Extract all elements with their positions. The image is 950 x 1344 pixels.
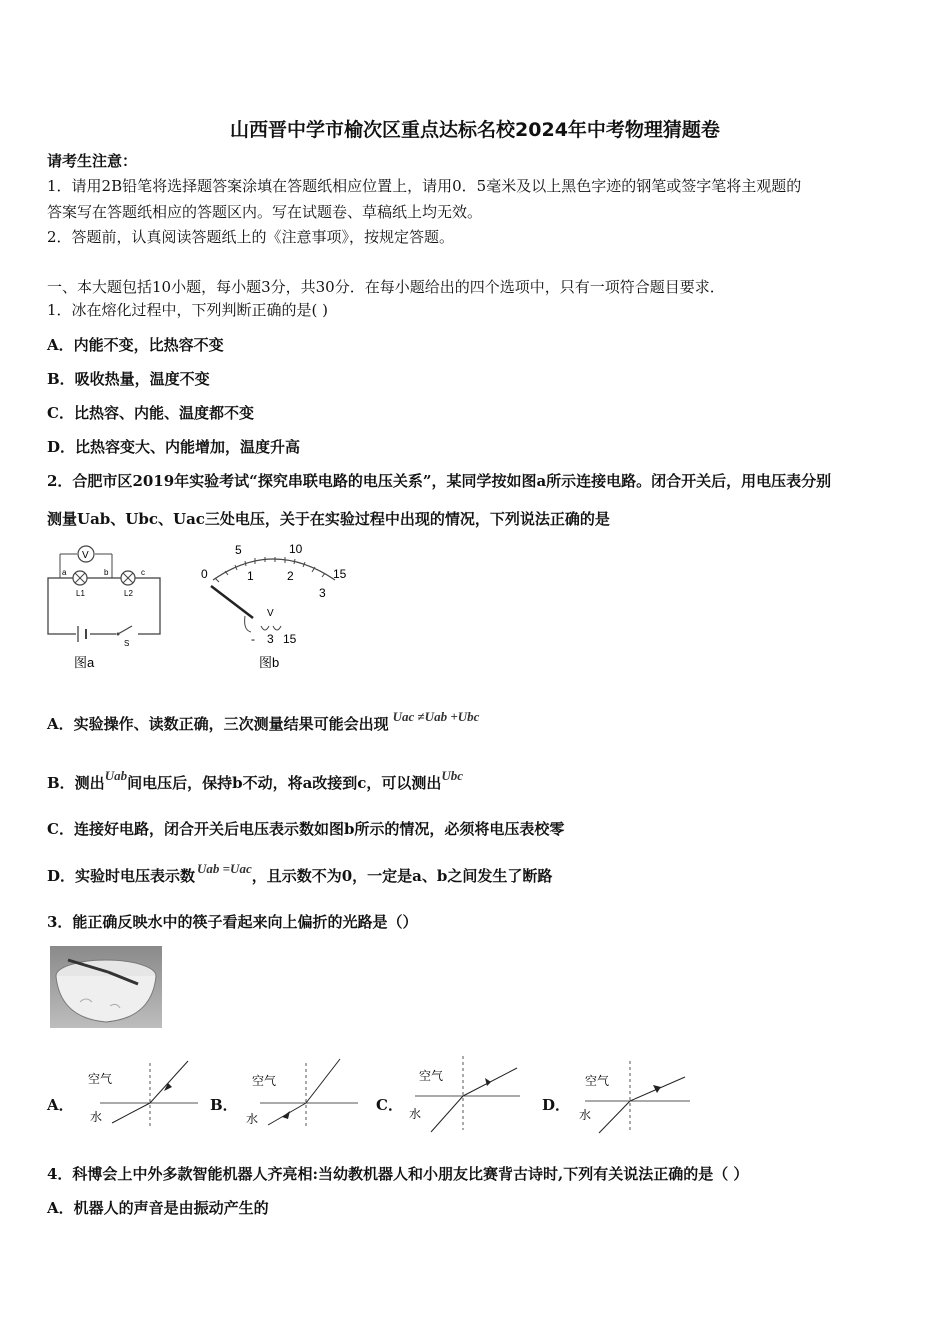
- circuit-figure-a: [40, 540, 170, 675]
- bowl-chopstick-photo: [50, 946, 162, 1028]
- svg-text:空气: 空气: [252, 1074, 277, 1088]
- terminal-minus: -: [251, 632, 255, 646]
- q2-option-b: B．测出Uab间电压后，保持b不动，将a改接到c，可以测出Ubc: [47, 768, 464, 792]
- svg-text:水: 水: [90, 1110, 103, 1124]
- q1-option-c: C．比热容、内能、温度都不变: [47, 404, 254, 422]
- scale-top-5: 5: [235, 543, 242, 557]
- q2-option-d: D．实验时电压表示数 Uab =Uac，且示数不为0，一定是a、b之间发生了断路: [47, 861, 553, 885]
- svg-text:水: 水: [579, 1108, 592, 1122]
- formula-d: Uab =Uac: [197, 861, 252, 876]
- q3-option-d-label: D．: [542, 1096, 571, 1114]
- q2-stem-2: 测量Uab、Ubc、Uac三处电压，关于在实验过程中出现的情况，下列说法正确的是: [47, 510, 610, 528]
- q3-option-b-diagram[interactable]: [240, 1055, 365, 1130]
- q3-option-b-label: B．: [210, 1096, 238, 1114]
- svg-text:空气: 空气: [88, 1072, 113, 1086]
- figure-b-label: 图b: [259, 655, 280, 670]
- point-a-label: a: [62, 568, 67, 577]
- formula-a: Uac ≠Uab +Ubc: [392, 709, 480, 724]
- q3-option-c-label: C．: [376, 1096, 403, 1114]
- section-heading: 一、本大题包括10小题，每小题3分，共30分．在每小题给出的四个选项中，只有一项符合题目要求．: [47, 278, 725, 296]
- q3-option-a-label: A．: [47, 1096, 74, 1114]
- q2-stem-1: 2．合肥市区2019年实验考试“探究串联电路的电压关系”，某同学按如图a所示连接电路。闭合开关后，用电压表分别: [47, 472, 832, 490]
- svg-text:空气: 空气: [419, 1069, 444, 1083]
- scale-3: 3: [319, 586, 326, 600]
- notice-line-2: 2．答题前，认真阅读答题纸上的《注意事项》，按规定答题。: [47, 228, 455, 246]
- notice-heading: 请考生注意：: [47, 152, 138, 170]
- q1-option-b: B．吸收热量，温度不变: [47, 370, 210, 388]
- figure-a-label: 图a: [74, 655, 95, 670]
- formula-b1: Uab: [104, 768, 128, 783]
- q2-option-c: C．连接好电路，闭合开关后电压表示数如图b所示的情况，必须将电压表校零: [47, 820, 565, 838]
- svg-text:水: 水: [246, 1112, 259, 1126]
- q1-option-a: A．内能不变，比热容不变: [47, 336, 224, 354]
- q4-stem: 4．科博会上中外多款智能机器人齐亮相:当幼教机器人和小朋友比赛背古诗时,下列有关说法正确的是（ ）: [47, 1165, 749, 1183]
- switch-label: S: [124, 639, 130, 648]
- scale-top-10: 10: [289, 542, 303, 556]
- page-title: 山西晋中学市榆次区重点达标名校2024年中考物理猜题卷: [230, 119, 720, 141]
- q3-option-a-diagram[interactable]: [80, 1055, 200, 1130]
- svg-text:水: 水: [409, 1107, 422, 1121]
- q3-option-c-diagram[interactable]: [405, 1050, 530, 1135]
- terminal-15: 15: [283, 632, 297, 646]
- svg-text:空气: 空气: [585, 1074, 610, 1088]
- voltmeter-figure-b: [195, 540, 355, 675]
- point-c-label: c: [141, 568, 145, 577]
- lamp-l2-label: L2: [124, 589, 133, 598]
- terminal-3: 3: [267, 632, 274, 646]
- lamp-l1-label: L1: [76, 589, 85, 598]
- point-b-label: b: [104, 568, 109, 577]
- scale-2: 2: [287, 569, 294, 583]
- q3-stem: 3．能正确反映水中的筷子看起来向上偏折的光路是（）: [47, 913, 418, 931]
- q1-option-d: D．比热容变大、内能增加，温度升高: [47, 438, 301, 456]
- notice-line-1: 1．请用2B铅笔将选择题答案涂填在答题纸相应位置上，请用0．5毫米及以上黑色字迹的钢笔或签字笔将主观题的: [47, 177, 802, 195]
- q3-option-d-diagram[interactable]: [575, 1055, 700, 1135]
- scale-0: 0: [201, 567, 208, 581]
- q4-option-a: A．机器人的声音是由振动产生的: [47, 1199, 269, 1217]
- formula-b2: Ubc: [441, 768, 464, 783]
- q2-option-a: A．实验操作、读数正确，三次测量结果可能会出现 Uac ≠Uab +Ubc: [47, 709, 480, 733]
- notice-line-1b: 答案写在答题纸相应的答题区内。写在试题卷、草稿纸上均无效。: [47, 203, 483, 221]
- q1-stem: 1．冰在熔化过程中，下列判断正确的是( ): [47, 301, 329, 319]
- scale-1: 1: [247, 569, 254, 583]
- voltmeter-symbol: V: [82, 550, 89, 561]
- meter-v-symbol: V: [267, 608, 274, 619]
- scale-15: 15: [333, 567, 347, 581]
